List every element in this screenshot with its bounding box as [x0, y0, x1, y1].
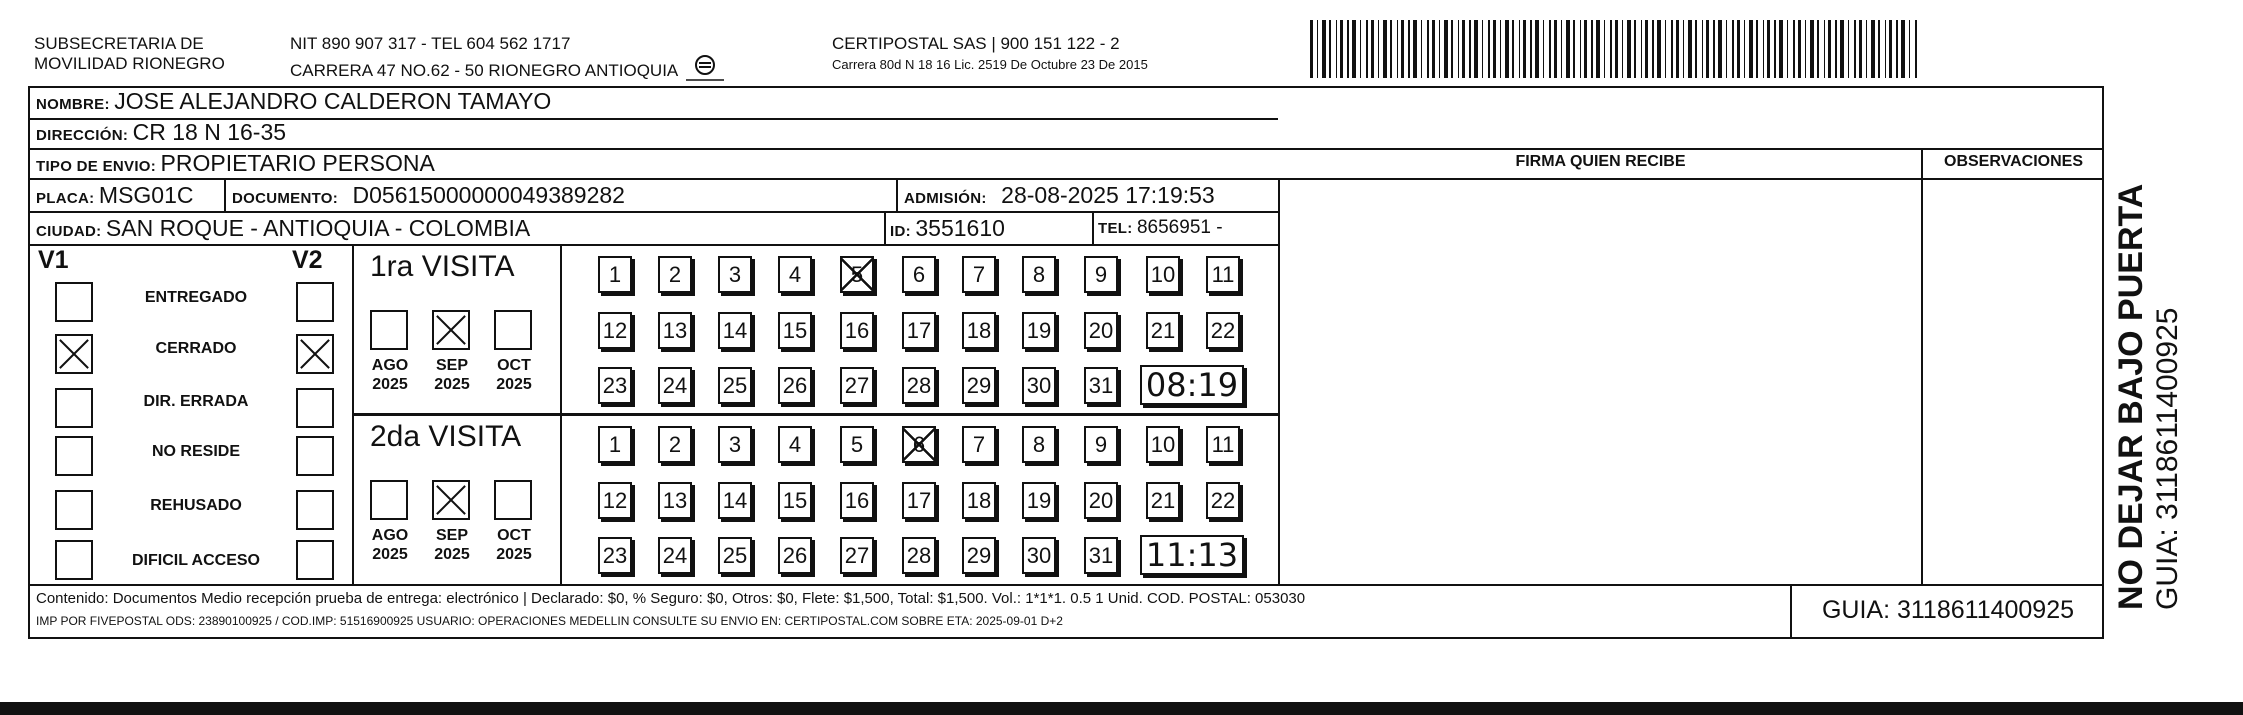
month-checkbox[interactable] — [494, 480, 532, 520]
barcode-bar — [1840, 20, 1844, 78]
barcode-bar — [1580, 20, 1581, 78]
day-box[interactable]: 7 — [962, 426, 996, 463]
barcode-bar — [1390, 20, 1392, 78]
month-label — [360, 526, 420, 564]
day-box[interactable]: 29 — [962, 537, 996, 574]
status-v2-checkbox[interactable] — [296, 388, 334, 428]
day-box[interactable]: 10 — [1146, 426, 1180, 463]
status-v1-checkbox[interactable] — [55, 540, 93, 580]
barcode-bar — [1584, 20, 1587, 78]
barcode-bar — [1543, 20, 1544, 78]
barcode-bar — [1383, 20, 1387, 78]
day-box[interactable]: 6 — [902, 256, 936, 293]
barcode-bar — [1554, 20, 1557, 78]
admision-value: 28-08-2025 17:19:53 — [1001, 182, 1215, 208]
barcode-bar — [1671, 20, 1673, 78]
id-label: ID: — [890, 223, 911, 240]
day-box[interactable]: 4 — [778, 426, 812, 463]
day-box[interactable]: 9 — [1084, 256, 1118, 293]
tipo-value: PROPIETARIO PERSONA — [160, 150, 435, 176]
day-box[interactable]: 1 — [598, 426, 632, 463]
admision-label: ADMISIÓN: — [904, 190, 987, 207]
license-line: Carrera 80d N 18 16 Lic. 2519 De Octubre 23 De 2015 — [832, 57, 1148, 72]
status-v1-checkbox[interactable] — [55, 282, 93, 322]
day-box[interactable]: 29 — [962, 367, 996, 404]
month-name: AGO — [371, 527, 409, 544]
barcode-bar — [1397, 20, 1398, 78]
barcode-bar — [1767, 20, 1770, 78]
month-year: 2025 — [434, 376, 470, 393]
day-box[interactable]: 20 — [1084, 482, 1118, 519]
month-year: 2025 — [434, 546, 470, 563]
day-box[interactable]: 26 — [778, 367, 812, 404]
month-year: 2025 — [372, 546, 408, 563]
day-box[interactable]: 30 — [1022, 367, 1056, 404]
barcode-bar — [1371, 20, 1374, 78]
month-name: SEP — [435, 357, 468, 374]
contenido-text: Contenido: Documentos Medio recepción prueba de entrega: electrónico | Declarado: $0, % Seguro: $0, Otros: $0, Flete: $1,500, Total: $1,500. Vol.: 1*1*1. 0.5 1 Unid. COD. POSTAL: 053030 — [36, 590, 1306, 607]
barcode-bar — [1488, 20, 1490, 78]
barcode-bar — [1737, 20, 1740, 78]
day-box[interactable]: 19 — [1022, 482, 1056, 519]
barcode-bar — [1408, 20, 1410, 78]
month-label — [360, 356, 420, 394]
status-label: DIFICIL ACCESO — [131, 552, 260, 569]
barcode-bar — [1352, 20, 1356, 78]
status-v2-checkbox[interactable] — [296, 490, 334, 530]
barcode-bar — [1610, 20, 1612, 78]
day-box[interactable]: 18 — [962, 482, 996, 519]
barcode-bar — [1336, 20, 1337, 78]
visit-time[interactable]: 11:13 — [1140, 535, 1244, 575]
barcode-bar — [1848, 20, 1849, 78]
visit-title: 2da VISITA — [370, 420, 522, 453]
barcode-bar — [1854, 20, 1856, 78]
day-box[interactable]: 23 — [598, 537, 632, 574]
barcode-bar — [1530, 20, 1532, 78]
barcode-bar — [1596, 20, 1600, 78]
barcode-bar — [1566, 20, 1570, 78]
bottom-rule — [0, 702, 2243, 715]
direccion-row — [36, 119, 286, 146]
courier-line: CERTIPOSTAL SAS | 900 151 122 - 2 — [832, 34, 1120, 53]
barcode-bar — [1523, 20, 1526, 78]
address-line: CARRERA 47 NO.62 - 50 RIONEGRO ANTIOQUIA — [290, 60, 678, 80]
barcode-bar — [1683, 20, 1684, 78]
barcode-bar — [1774, 20, 1776, 78]
barcode-bar — [1401, 20, 1404, 78]
barcode-bar — [1549, 20, 1551, 78]
barcode-bar — [1561, 20, 1562, 78]
barcode-bar — [1824, 20, 1825, 78]
day-box[interactable]: 10 — [1146, 256, 1180, 293]
day-box[interactable]: 26 — [778, 537, 812, 574]
barcode-bar — [1718, 20, 1722, 78]
barcode-bar — [1732, 20, 1734, 78]
barcode-bar — [1604, 20, 1605, 78]
day-box[interactable]: 30 — [1022, 537, 1056, 574]
certipostal-logo-icon — [682, 54, 728, 89]
day-box[interactable]: 3 — [718, 256, 752, 293]
barcode-bar — [1512, 20, 1514, 78]
barcode-bar — [1763, 20, 1764, 78]
ciudad-label: CIUDAD: — [36, 223, 102, 240]
barcode-bar — [1444, 20, 1448, 78]
status-label: ENTREGADO — [144, 289, 248, 306]
agency-contact — [290, 34, 728, 89]
day-box[interactable]: 28 — [902, 367, 936, 404]
day-box[interactable]: 8 — [1022, 256, 1056, 293]
tipo-row — [36, 150, 435, 177]
ciudad-field — [36, 215, 530, 242]
barcode-bar — [1859, 20, 1862, 78]
day-box[interactable]: 2 — [658, 256, 692, 293]
barcode-bar — [1871, 20, 1875, 78]
barcode-bar — [1688, 20, 1692, 78]
barcode-bar — [1505, 20, 1509, 78]
barcode-bar — [1482, 20, 1483, 78]
day-box[interactable]: 18 — [962, 312, 996, 349]
barcode-bar — [1535, 20, 1539, 78]
barcode-bar — [1779, 20, 1783, 78]
status-v1-checkbox[interactable] — [55, 436, 93, 476]
barcode-bar — [1915, 20, 1917, 78]
month-name: OCT — [497, 357, 531, 374]
visit-title: 1ra VISITA — [370, 250, 515, 283]
nombre-label: NOMBRE: — [36, 96, 110, 113]
day-box[interactable]: 22 — [1206, 312, 1240, 349]
barcode-bar — [1310, 20, 1313, 78]
barcode-bar — [1573, 20, 1575, 78]
status-v2-checkbox[interactable] — [296, 436, 334, 476]
barcode-bar — [1378, 20, 1379, 78]
month-name: OCT — [497, 527, 531, 544]
barcode-bar — [1591, 20, 1593, 78]
barcode-bar — [1451, 20, 1453, 78]
side-notice — [2112, 110, 2192, 610]
day-box[interactable]: 12 — [598, 312, 632, 349]
barcode-bar — [1500, 20, 1501, 78]
day-box[interactable]: 17 — [902, 312, 936, 349]
barcode-bar — [1866, 20, 1867, 78]
day-box[interactable]: 7 — [962, 256, 996, 293]
day-box[interactable]: 15 — [778, 482, 812, 519]
day-box[interactable]: 23 — [598, 367, 632, 404]
day-box[interactable]: 8 — [1022, 426, 1056, 463]
guia-side-text: GUIA: 3118611400925 — [2151, 307, 2184, 610]
barcode-bar — [1657, 20, 1661, 78]
status-v2-checkbox[interactable] — [296, 282, 334, 322]
month-checkbox[interactable] — [370, 310, 408, 350]
day-box[interactable]: 5 — [840, 426, 874, 463]
status-label: DIR. ERRADA — [143, 393, 249, 410]
day-box[interactable]: 24 — [658, 537, 692, 574]
day-box[interactable]: 15 — [778, 312, 812, 349]
month-year: 2025 — [372, 376, 408, 393]
barcode-bar — [1749, 20, 1753, 78]
month-year: 2025 — [496, 376, 532, 393]
barcode-bar — [1458, 20, 1459, 78]
month-label — [422, 356, 482, 394]
month-checkbox[interactable] — [432, 480, 470, 520]
barcode-bar — [1896, 20, 1898, 78]
barcode-bar — [1889, 20, 1892, 78]
tel-value: 8656951 - — [1136, 217, 1223, 238]
barcode-bar — [1756, 20, 1758, 78]
status-v1-checkbox[interactable] — [55, 334, 93, 374]
month-label — [484, 356, 544, 394]
day-box[interactable]: 13 — [658, 312, 692, 349]
barcode-bar — [1474, 20, 1478, 78]
observaciones-area[interactable] — [1923, 180, 2104, 584]
guia-footer: GUIA: 3118611400925 — [1821, 596, 2075, 624]
documento-value: D05615000000049389282 — [352, 182, 625, 208]
month-checkbox[interactable] — [432, 310, 470, 350]
month-year: 2025 — [496, 546, 532, 563]
day-box[interactable]: 20 — [1084, 312, 1118, 349]
day-box[interactable]: 14 — [718, 482, 752, 519]
day-box[interactable]: 6 — [902, 426, 936, 463]
day-box[interactable]: 9 — [1084, 426, 1118, 463]
barcode-bar — [1462, 20, 1465, 78]
day-box[interactable]: 28 — [902, 537, 936, 574]
barcode-bar — [1726, 20, 1727, 78]
status-label: CERRADO — [155, 340, 237, 357]
documento-field — [232, 182, 625, 209]
v1-header: V1 — [38, 246, 69, 274]
barcode-bar — [1798, 20, 1801, 78]
barcode-bar — [1421, 20, 1422, 78]
day-box[interactable]: 22 — [1206, 482, 1240, 519]
barcode-bar — [1347, 20, 1349, 78]
status-label: NO RESIDE — [151, 443, 240, 460]
barcode-bar — [1322, 20, 1326, 78]
barcode-bar — [1901, 20, 1905, 78]
day-box[interactable]: 27 — [840, 367, 874, 404]
barcode-bar — [1645, 20, 1648, 78]
day-box[interactable]: 21 — [1146, 312, 1180, 349]
barcode-bar — [1713, 20, 1715, 78]
placa-field — [36, 182, 194, 209]
direccion-label: DIRECCIÓN: — [36, 127, 129, 144]
status-v1-checkbox[interactable] — [55, 388, 93, 428]
barcode-bar — [1909, 20, 1910, 78]
day-box[interactable]: 31 — [1084, 367, 1118, 404]
day-box[interactable]: 14 — [718, 312, 752, 349]
day-box[interactable]: 5 — [840, 256, 874, 293]
barcode-bar — [1340, 20, 1343, 78]
nombre-value: JOSE ALEJANDRO CALDERON TAMAYO — [114, 88, 552, 114]
barcode-bar — [1413, 20, 1417, 78]
barcode-bar — [1627, 20, 1631, 78]
agency-name — [34, 34, 225, 74]
barcode-bar — [1835, 20, 1837, 78]
day-box[interactable]: 19 — [1022, 312, 1056, 349]
day-box[interactable]: 27 — [840, 537, 874, 574]
barcode-bar — [1676, 20, 1679, 78]
day-box[interactable]: 1 — [598, 256, 632, 293]
agency-line-2: MOVILIDAD RIONEGRO — [34, 54, 225, 73]
month-label — [484, 526, 544, 564]
barcode-bar — [1878, 20, 1880, 78]
documento-label: DOCUMENTO: — [232, 190, 339, 207]
day-box[interactable]: 25 — [718, 367, 752, 404]
barcode-bar — [1519, 20, 1520, 78]
barcode-bar — [1634, 20, 1636, 78]
barcode-bar — [1665, 20, 1666, 78]
status-v1-checkbox[interactable] — [55, 490, 93, 530]
day-box[interactable]: 17 — [902, 482, 936, 519]
day-box[interactable]: 12 — [598, 482, 632, 519]
no-dejar-text: NO DEJAR BAJO PUERTA — [2112, 183, 2150, 610]
day-box[interactable]: 31 — [1084, 537, 1118, 574]
barcode-bar — [1828, 20, 1831, 78]
firma-area[interactable] — [1280, 180, 1921, 584]
barcode-bar — [1427, 20, 1429, 78]
status-v2-checkbox[interactable] — [296, 334, 334, 374]
imp-text: IMP POR FIVEPOSTAL ODS: 23890100925 / COD.IMP: 51516900925 USUARIO: OPERACIONES MEDELLIN CONSULTE SU ENVIO EN: CERTIPOSTAL.COM SOBRE ETA: 2025-09-01 D+2 — [36, 614, 1063, 628]
barcode-bar — [1615, 20, 1618, 78]
tipo-label: TIPO DE ENVIO: — [36, 158, 157, 175]
status-label: REHUSADO — [150, 497, 242, 514]
day-box[interactable]: 11 — [1206, 426, 1240, 463]
nit-line: NIT 890 907 317 - TEL 604 562 1717 — [290, 34, 571, 53]
barcode-bar — [1885, 20, 1886, 78]
month-name: SEP — [435, 527, 468, 544]
placa-label: PLACA: — [36, 190, 95, 207]
observaciones-header: OBSERVACIONES — [1944, 153, 2083, 170]
barcode-bar — [1622, 20, 1623, 78]
barcode-bar — [1439, 20, 1440, 78]
day-box[interactable]: 21 — [1146, 482, 1180, 519]
barcode-bar — [1787, 20, 1788, 78]
barcode-bar — [1432, 20, 1435, 78]
barcode-bar — [1793, 20, 1795, 78]
barcode-bar — [1366, 20, 1368, 78]
day-box[interactable]: 24 — [658, 367, 692, 404]
barcode-bar — [1493, 20, 1496, 78]
visit-time[interactable]: 08:19 — [1140, 365, 1244, 405]
barcode-bar — [1810, 20, 1814, 78]
barcode-bar — [1706, 20, 1709, 78]
barcode-bar — [1469, 20, 1471, 78]
month-name: AGO — [371, 357, 409, 374]
barcode-bar — [1652, 20, 1654, 78]
id-value: 3551610 — [915, 215, 1005, 241]
v2-header: V2 — [292, 246, 323, 274]
day-box[interactable]: 2 — [658, 426, 692, 463]
barcode-bar — [1360, 20, 1361, 78]
month-checkbox[interactable] — [494, 310, 532, 350]
tel-label: TEL: — [1098, 220, 1133, 237]
day-box[interactable]: 13 — [658, 482, 692, 519]
day-box[interactable]: 16 — [840, 482, 874, 519]
barcode-bar — [1695, 20, 1697, 78]
direccion-value: CR 18 N 16-35 — [132, 119, 287, 145]
status-v2-checkbox[interactable] — [296, 540, 334, 580]
agency-line-1: SUBSECRETARIA DE — [34, 34, 204, 53]
courier-info — [832, 34, 1148, 73]
admision-field — [904, 182, 1215, 209]
barcode-bar — [1329, 20, 1331, 78]
day-box[interactable]: 4 — [778, 256, 812, 293]
day-box[interactable]: 3 — [718, 426, 752, 463]
day-box[interactable]: 11 — [1206, 256, 1240, 293]
month-label — [422, 526, 482, 564]
barcode-bar — [1805, 20, 1806, 78]
barcode-bar — [1702, 20, 1703, 78]
id-field — [890, 215, 1005, 242]
barcode-bar — [1317, 20, 1318, 78]
day-box[interactable]: 16 — [840, 312, 874, 349]
month-checkbox[interactable] — [370, 480, 408, 520]
barcode-bar — [1817, 20, 1819, 78]
tel-field — [1098, 217, 1223, 239]
firma-header: FIRMA QUIEN RECIBE — [1515, 153, 1686, 170]
placa-value: MSG01C — [98, 182, 194, 208]
ciudad-value: SAN ROQUE - ANTIOQUIA - COLOMBIA — [105, 215, 531, 241]
barcode — [1310, 20, 1922, 78]
barcode-bar — [1744, 20, 1745, 78]
nombre-row — [36, 88, 551, 115]
barcode-bar — [1641, 20, 1642, 78]
day-box[interactable]: 25 — [718, 537, 752, 574]
